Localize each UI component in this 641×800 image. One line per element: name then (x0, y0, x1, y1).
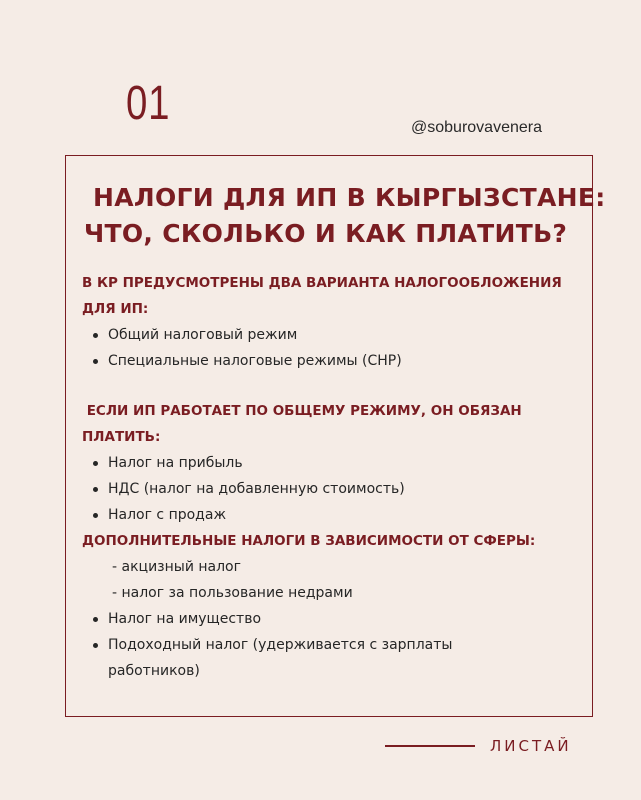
bullet-list (82, 606, 582, 684)
footer-line (385, 745, 475, 747)
list-item: НДС (налог на добавленную стоимость) (82, 476, 582, 502)
heading-line-1: ЕСЛИ ИП РАБОТАЕТ ПО ОБЩЕМУ РЕЖИМУ, ОН ОБЯЗАН (82, 403, 522, 419)
page-number: 01 (126, 77, 171, 130)
list-item: - акцизный налог (112, 559, 241, 575)
title-line-2: ЧТО, СКОЛЬКО И КАК ПЛАТИТЬ? (84, 219, 568, 248)
heading-line-1: В КР ПРЕДУСМОТРЕНЫ ДВА ВАРИАНТА НАЛОГООБЛОЖЕНИЯ (82, 275, 562, 291)
title-line-1: НАЛОГИ ДЛЯ ИП В КЫРГЫЗСТАНЕ: (84, 183, 606, 212)
section-general-regime (82, 398, 582, 528)
section-heading (82, 270, 582, 322)
list-item: - налог за пользование недрами (112, 585, 353, 601)
list-item: Специальные налоговые режимы (СНР) (82, 348, 582, 374)
author-handle: @soburovavenera (411, 119, 542, 136)
heading-line-2: ПЛАТИТЬ: (82, 429, 161, 445)
bullet-list (82, 322, 582, 374)
section-heading (82, 398, 582, 450)
bullet-list (82, 450, 582, 528)
heading-line-2: ДЛЯ ИП: (82, 301, 149, 317)
list-item: Общий налоговый режим (82, 322, 582, 348)
content-box (65, 155, 606, 717)
swipe-label[interactable]: ЛИСТАЙ (490, 737, 572, 755)
section-additional-taxes (82, 528, 582, 684)
list-item: Подоходный налог (удерживается с зарплаты работников) (82, 632, 582, 684)
list-item: Налог на имущество (82, 606, 582, 632)
section-tax-options (82, 270, 582, 374)
heading-line: ДОПОЛНИТЕЛЬНЫЕ НАЛОГИ В ЗАВИСИМОСТИ ОТ СФЕРЫ: (82, 533, 536, 549)
list-item: Налог на прибыль (82, 450, 582, 476)
section-heading (82, 528, 582, 554)
page-title (84, 180, 606, 252)
dash-list (82, 554, 582, 606)
list-item: Налог с продаж (82, 502, 582, 528)
